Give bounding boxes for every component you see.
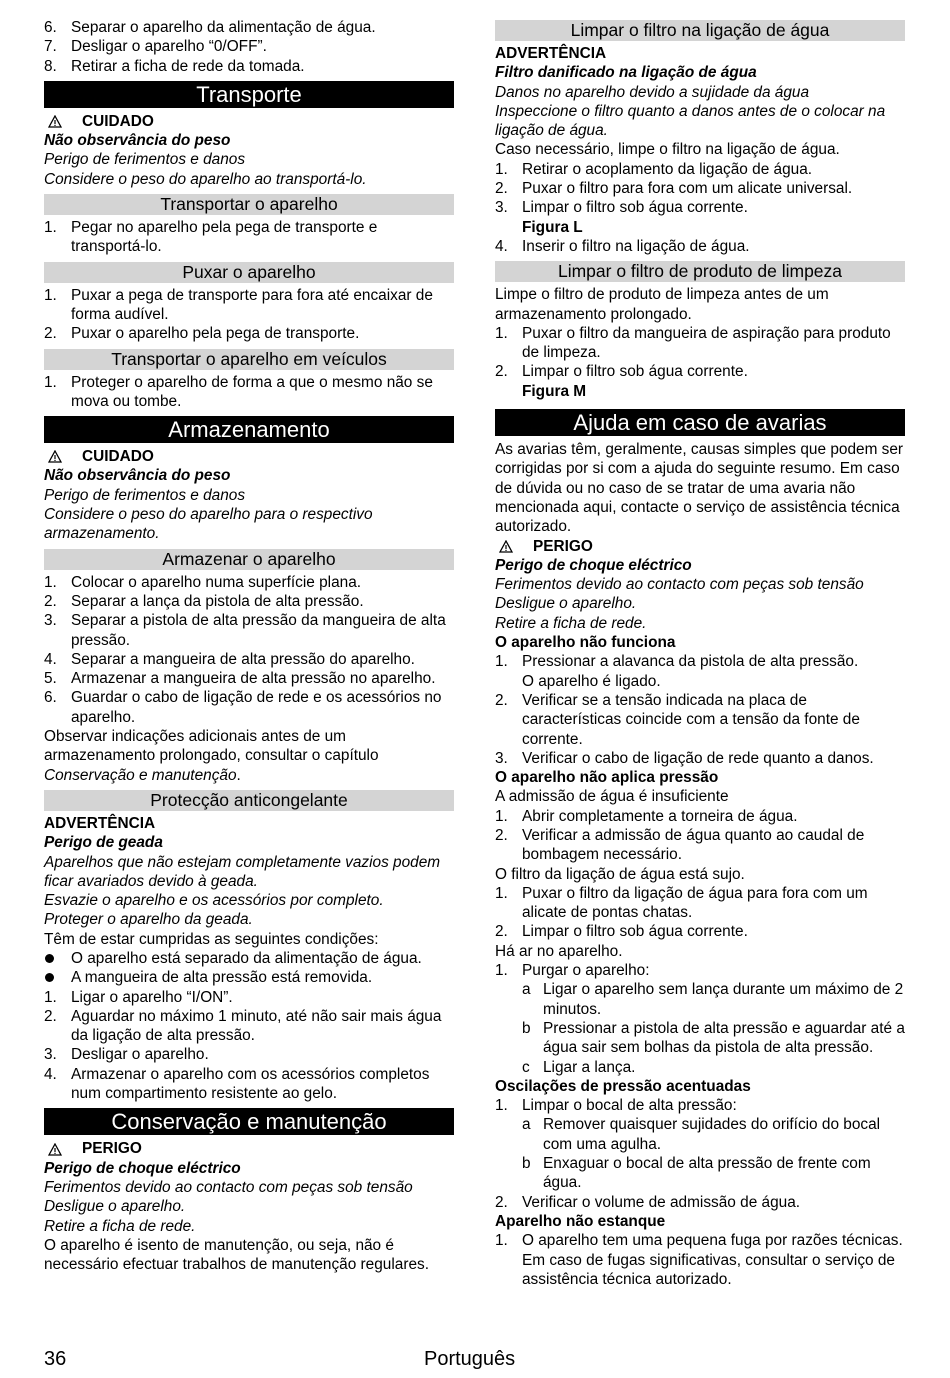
subsection-title: Limpar o filtro de produto de limpeza xyxy=(495,261,905,282)
warning-text: Desligue o aparelho. xyxy=(495,595,637,613)
list-item: 2. Puxar o aparelho pela pega de transporte. xyxy=(44,325,360,343)
subsection-title: Limpar o filtro na ligação de água xyxy=(495,20,905,41)
list-item: 1. Ligar o aparelho “I/ON”. xyxy=(44,988,233,1006)
list-item: 2. Verificar se a tensão indicada na placa de características coincide com a tensão da fonte de corrente. xyxy=(495,691,860,748)
warning-label: ADVERTÊNCIA xyxy=(44,814,156,832)
intro-text: As avarias têm, geralmente, causas simples que podem ser corrigidas por si com a ajuda do seguinte resumo. Em caso de dúvida ou no caso de se tratar de uma avaria não mencionada aqui, contacte o serviço de assistência técnica autorizado. xyxy=(495,441,904,536)
warning-heading: Filtro danificado na ligação de água xyxy=(495,64,757,82)
fault-title: Oscilações de pressão acentuadas xyxy=(495,1077,751,1095)
warning-heading: Perigo de geada xyxy=(44,834,163,852)
warning-text: Ferimentos devido ao contacto com peças sob tensão xyxy=(44,1178,413,1196)
list-item: 4. Inserir o filtro na ligação de água. xyxy=(495,237,750,255)
sub-list-item: c Ligar a lança. xyxy=(522,1058,636,1076)
list-item: 2. Puxar o filtro para fora com um alicate universal. xyxy=(495,180,853,198)
right-column xyxy=(495,18,905,1289)
list-item: 2. Limpar o filtro sob água corrente. xyxy=(495,923,748,941)
cause-text: O filtro da ligação de água está sujo. xyxy=(495,865,745,883)
warning-text: Perigo de ferimentos e danos xyxy=(44,486,246,504)
list-item: 1. Proteger o aparelho de forma a que o mesmo não se mova ou tombe. xyxy=(44,373,433,410)
warning-triangle-icon xyxy=(48,450,62,463)
body-text: Caso necessário, limpe o filtro na ligação de água. xyxy=(495,141,840,159)
warning-text: Inspeccione o filtro quanto a danos antes de o colocar na ligação de água. xyxy=(495,102,886,140)
maintenance-text: O aparelho é isento de manutenção, ou seja, não é necessário efectuar trabalhos de manutenção regulares. xyxy=(44,1236,429,1274)
figure-reference: Figura L xyxy=(522,218,583,236)
figure-reference: Figura M xyxy=(522,382,587,400)
bullet-dot-icon xyxy=(44,968,71,987)
list-item: 8. Retirar a ficha de rede da tomada. xyxy=(44,57,305,75)
list-item: 5. Armazenar a mangueira de alta pressão no aparelho. xyxy=(44,670,436,688)
cause-text: A admissão de água é insuficiente xyxy=(495,788,729,806)
sub-list-item: b Pressionar a pistola de alta pressão e aguardar até a água sair sem bolhas da pistola de alta pressão. xyxy=(522,1019,905,1057)
subsection-title: Transportar o aparelho em veículos xyxy=(44,349,454,370)
warning-text: Danos no aparelho devido a sujidade da água xyxy=(495,83,810,101)
warning-heading: Não observância do peso xyxy=(44,132,231,150)
conditions-text: Têm de estar cumpridas as seguintes condições: xyxy=(44,930,379,948)
list-item: 3. Separar a pistola de alta pressão da mangueira de alta pressão. xyxy=(44,612,446,649)
fault-title: O aparelho não funciona xyxy=(495,634,676,652)
sub-list-item: b Enxaguar o bocal de alta pressão de frente com água. xyxy=(522,1155,871,1192)
list-item: 2. Verificar a admissão de água quanto ao caudal de bombagem necessário. xyxy=(495,826,865,864)
list-item: 1. Puxar o filtro da ligação de água para fora com um alicate de pontas chatas. xyxy=(495,884,868,922)
list-item: 1. Retirar o acoplamento da ligação de água. xyxy=(495,160,813,178)
caution-notice: CUIDADO xyxy=(44,447,454,466)
warning-text: Perigo de ferimentos e danos xyxy=(44,151,246,169)
warning-text: Retire a ficha de rede. xyxy=(44,1217,196,1235)
list-item: 1. Puxar o filtro da mangueira de aspiração para produto de limpeza. xyxy=(495,324,891,362)
warning-text: Proteger o aparelho da geada. xyxy=(44,911,253,929)
list-item: 3. Verificar o cabo de ligação de rede quanto a danos. xyxy=(495,749,874,767)
list-item: 1. Pressionar a alavanca da pistola de alta pressão. xyxy=(495,653,859,671)
body-text: Limpe o filtro de produto de limpeza antes de um armazenamento prolongado. xyxy=(495,286,829,323)
bullet-item: O aparelho está separado da alimentação de água. xyxy=(44,949,454,968)
warning-triangle-icon xyxy=(499,540,513,553)
warning-text: Aparelhos que não estejam completamente vazios podem ficar avariados devido à geada. xyxy=(44,853,441,890)
footer-language: Português xyxy=(424,1348,516,1370)
list-item: 1. Purgar o aparelho: xyxy=(495,962,650,980)
section-title-armazenamento: Armazenamento xyxy=(44,416,454,443)
warning-text: Retire a ficha de rede. xyxy=(495,614,647,632)
list-item: 2. Verificar o volume de admissão de água. xyxy=(495,1193,801,1211)
warning-heading: Perigo de choque eléctrico xyxy=(44,1159,241,1177)
subsection-title: Puxar o aparelho xyxy=(44,262,454,283)
list-item: 1. Abrir completamente a torneira de água. xyxy=(495,807,798,825)
subsection-title: Armazenar o aparelho xyxy=(44,549,454,570)
warning-text: Considere o peso do aparelho para o respectivo armazenamento. xyxy=(44,506,373,543)
bullet-item: A mangueira de alta pressão está removida. xyxy=(44,968,454,987)
danger-notice: PERIGO xyxy=(44,1139,454,1158)
subsection-title: Protecção anticongelante xyxy=(44,790,454,811)
fault-title: Aparelho não estanque xyxy=(495,1212,666,1230)
warning-heading: Não observância do peso xyxy=(44,467,231,485)
section-title-transporte: Transporte xyxy=(44,81,454,108)
list-item: 3. Limpar o filtro sob água corrente. xyxy=(495,199,748,217)
warning-triangle-icon xyxy=(48,1143,62,1156)
list-item: 6. Guardar o cabo de ligação de rede e os acessórios no aparelho. xyxy=(44,689,442,726)
list-item: 4. Armazenar o aparelho com os acessórios completos num compartimento resistente ao gelo. xyxy=(44,1065,430,1103)
list-item: 2. Separar a lança da pistola de alta pressão. xyxy=(44,592,364,610)
warning-text: Desligue o aparelho. xyxy=(44,1198,186,1216)
warning-label: ADVERTÊNCIA xyxy=(495,45,607,62)
list-item: 1. O aparelho tem uma pequena fuga por razões técnicas. Em caso de fugas significativas, consultar o serviço de assistência técnica autorizado. xyxy=(495,1232,903,1288)
caution-notice: CUIDADO xyxy=(44,112,454,131)
section-title-ajuda: Ajuda em caso de avarias xyxy=(495,409,905,436)
list-item: 3. Desligar o aparelho. xyxy=(44,1046,209,1064)
list-item: 2. Limpar o filtro sob água corrente. xyxy=(495,363,748,381)
warning-text: Ferimentos devido ao contacto com peças sob tensão xyxy=(495,576,864,594)
sub-list-item: a Remover quaisquer sujidades do orifício do bocal com uma agulha. xyxy=(522,1116,881,1153)
list-item: 1. Limpar o bocal de alta pressão: xyxy=(495,1097,737,1115)
step-list xyxy=(44,18,454,76)
warning-heading: Perigo de choque eléctrico xyxy=(495,556,692,574)
list-item: 1. Colocar o aparelho numa superfície plana. xyxy=(44,573,362,591)
cause-text: Há ar no aparelho. xyxy=(495,942,623,960)
storage-note: Observar indicações adicionais antes de um armazenamento prolongado, consultar o capítulo Conservação e manutenção. xyxy=(44,728,379,784)
list-item: 1. Puxar a pega de transporte para fora até encaixar de forma audível. xyxy=(44,286,433,323)
sub-list-item: a Ligar o aparelho sem lança durante um máximo de 2 minutos. xyxy=(522,981,904,1018)
list-item: 6. Separar o aparelho da alimentação de água. xyxy=(44,19,376,36)
result-text: O aparelho é ligado. xyxy=(522,672,661,690)
list-item: 2. Aguardar no máximo 1 minuto, até não sair mais água da ligação de alta pressão. xyxy=(44,1007,442,1045)
list-item: 4. Separar a mangueira de alta pressão do aparelho. xyxy=(44,650,415,668)
list-item: 7. Desligar o aparelho “0/OFF”. xyxy=(44,38,267,56)
warning-triangle-icon xyxy=(48,115,62,128)
danger-notice: PERIGO xyxy=(495,537,905,556)
warning-text: Considere o peso do aparelho ao transportá-lo. xyxy=(44,170,367,188)
warning-text: Esvazie o aparelho e os acessórios por completo. xyxy=(44,892,384,910)
page-number: 36 xyxy=(44,1348,67,1370)
subsection-title: Transportar o aparelho xyxy=(44,194,454,215)
list-item: 1. Pegar no aparelho pela pega de transporte e transportá-lo. xyxy=(44,219,378,256)
fault-title: O aparelho não aplica pressão xyxy=(495,769,719,787)
section-title-conservacao: Conservação e manutenção xyxy=(44,1108,454,1135)
bullet-dot-icon xyxy=(44,949,71,968)
left-column xyxy=(44,18,454,1274)
